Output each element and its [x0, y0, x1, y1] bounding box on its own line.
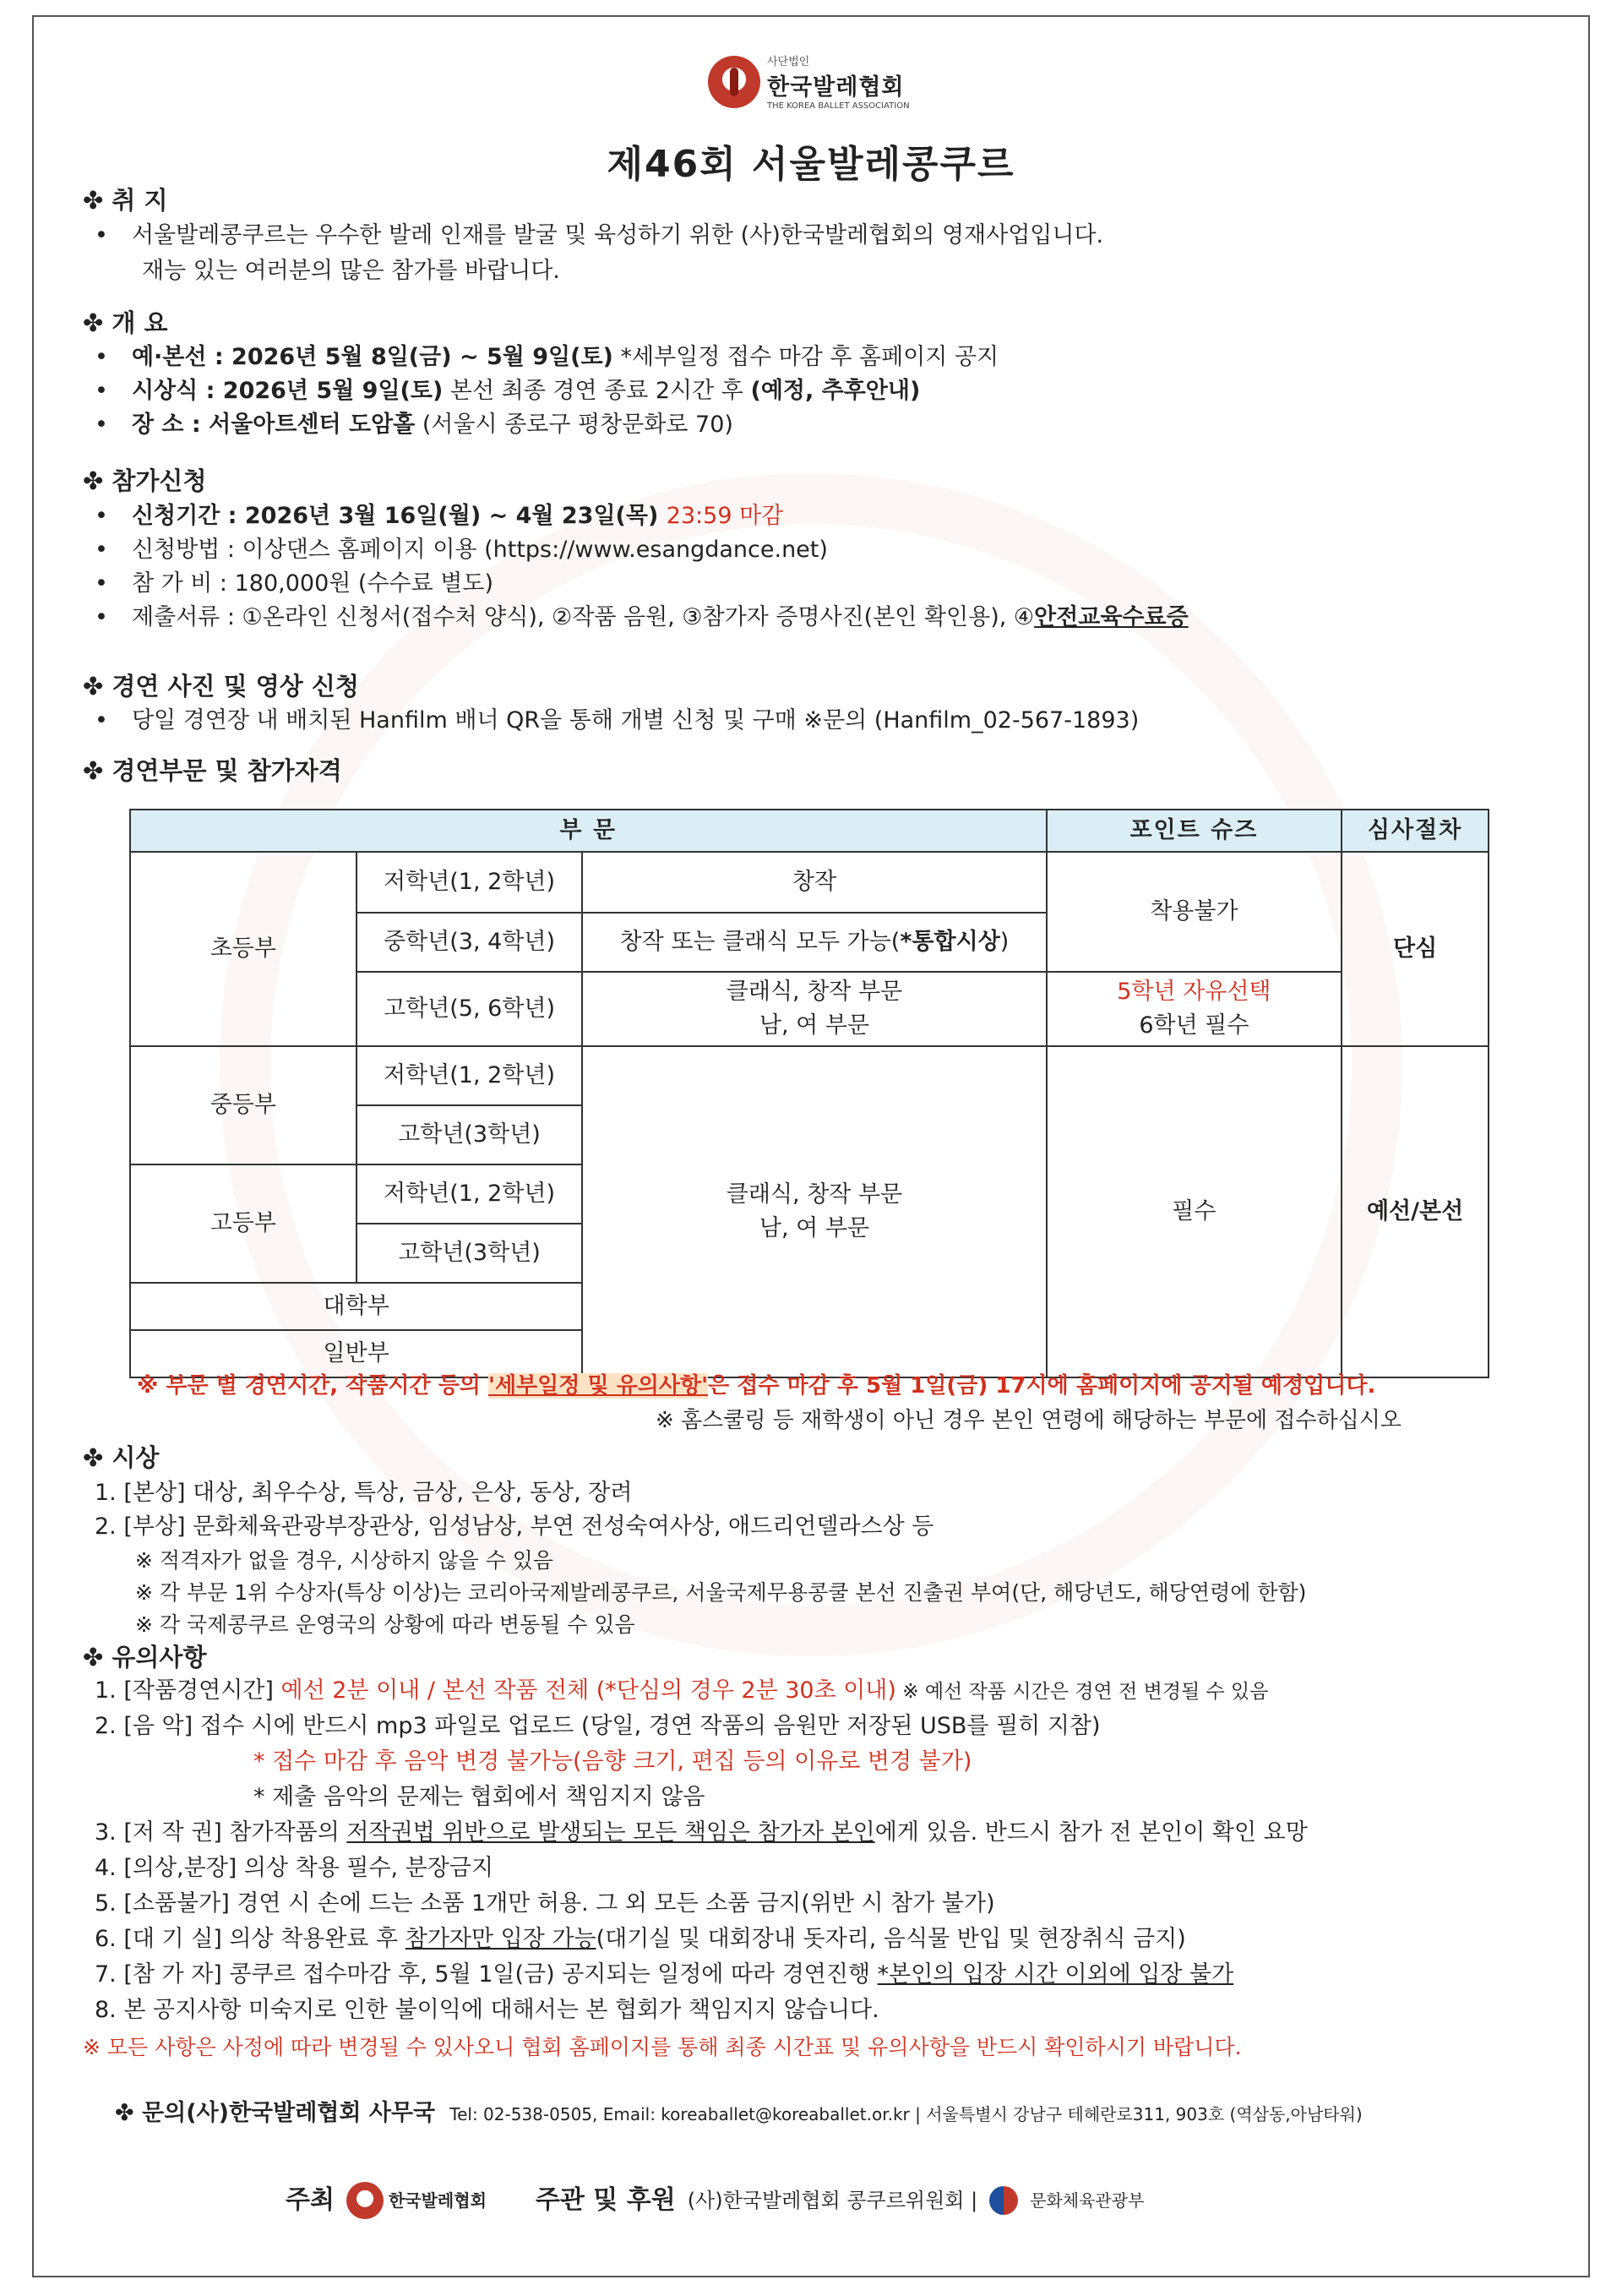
application-heading: ✤ 참가신청	[83, 466, 207, 495]
university-division: 대학부	[130, 1283, 582, 1330]
elementary-judging: 단심	[1342, 852, 1489, 1046]
org-logo	[708, 52, 910, 111]
notes-item-2: 2. [음 악] 접수 시에 반드시 mp3 파일로 업로드 (당일, 경연 작품의 음원만 저장된 USB를 필히 지참)	[95, 1713, 1101, 1739]
awards-note-2: ※ 각 부문 1위 수상자(특상 이상)는 코리아국제발레콩쿠르, 서울국제무용콩쿨 본선 진출권 부여(단, 해당년도, 해당연령에 한함)	[135, 1580, 1307, 1605]
notes-item-5: 5. [소품불가] 경연 시 손에 드는 소품 1개만 허용. 그 외 모든 소품 금지(위반 시 참가 불가)	[95, 1890, 995, 1917]
elementary-high-category: 클래식, 창작 부문 남, 여 부문	[582, 972, 1046, 1046]
notes-item-3: 3. [저 작 권] 참가작품의 저작권법 위반으로 발생되는 모든 책임은 참가자 본인에게 있음. 반드시 참가 전 본인이 확인 요망	[95, 1819, 1308, 1846]
application-fee: • 참 가 비 : 180,000원 (수수료 별도)	[95, 570, 493, 597]
notes-item-7: 7. [참 가 자] 콩쿠르 접수마감 후, 5월 1일(금) 공지되는 일정에 따라 경연진행 *본인의 입장 시간 이외에 입장 불가	[95, 1961, 1234, 1988]
divisions-table	[129, 809, 1489, 1378]
org-english-name: THE KOREA BALLET ASSOCIATION	[767, 101, 910, 111]
purpose-heading: ✤ 취 지	[83, 186, 168, 215]
secondary-shoes-required: 필수	[1047, 1046, 1342, 1377]
purpose-line-2: 재능 있는 여러분의 많은 참가를 바랍니다.	[142, 258, 560, 284]
divisions-note-schedule: ※ 부문 별 경연시간, 작품시간 등의 '세부일정 및 유의사항'은 접수 마감 후 5월 1일(금) 17시에 홈페이지에 공지될 예정입니다.	[137, 1373, 1376, 1399]
elementary-shoes-not-allowed: 착용불가	[1047, 852, 1342, 972]
photo-line: • 당일 경연장 내 배치된 Hanfilm 배너 QR을 통해 개별 신청 및 구매 ※문의 (Hanfilm_02-567-1893)	[95, 707, 1140, 734]
col-pointe-shoes: 포인트 슈즈	[1047, 810, 1342, 852]
contact-line: ✤ 문의(사)한국발레협회 사무국 Tel: 02-538-0505, Email: koreaballet@koreaballet.or.kr | 서울특별시 강남구 테헤란로311, 903호 (역삼동,아남타워)	[115, 2100, 1363, 2126]
ballet-association-emblem-icon	[708, 56, 760, 108]
notes-item-4: 4. [의상,분장] 의상 착용 필수, 분장금지	[95, 1855, 494, 1881]
host-label: 주최	[286, 2185, 335, 2215]
col-judging: 심사절차	[1342, 810, 1489, 852]
notes-item-2-red: * 접수 마감 후 음악 변경 불가능(음향 크기, 편집 등의 이유로 변경 불가)	[253, 1748, 972, 1775]
notes-final-warning: ※ 모든 사항은 사정에 따라 변경될 수 있사오니 협회 홈페이지를 통해 최종 시간표 및 유의사항을 반드시 확인하시기 바랍니다.	[83, 2035, 1242, 2059]
overview-item-venue: • 장 소 : 서울아트센터 도암홀 (서울시 종로구 평창문화로 70)	[95, 412, 733, 438]
awards-sub: 2. [부상] 문화체육관광부장관상, 임성남상, 부연 전성숙여사상, 애드리언델라스상 등	[95, 1513, 934, 1540]
ballet-association-emblem-icon	[346, 2182, 384, 2219]
org-name: 한국발레협회	[767, 74, 905, 101]
elementary-mid-category: 창작 또는 클래식 모두 가능(*통합시상)	[582, 913, 1046, 972]
notes-item-6: 6. [대 기 실] 의상 착용완료 후 참가자만 입장 가능(대기실 및 대회장내 돗자리, 음식물 반입 및 현장취식 금지)	[95, 1926, 1186, 1952]
purpose-line-1: • 서울발레콩쿠르는 우수한 발레 인재를 발굴 및 육성하기 위한 (사)한국발레협회의 영재사업입니다.	[95, 222, 1104, 248]
ministry-emblem-icon	[989, 2186, 1018, 2215]
elementary-low-grade: 저학년(1, 2학년)	[357, 852, 583, 913]
organizer-label: 주관 및 후원	[535, 2185, 676, 2215]
secondary-category: 클래식, 창작 부문 남, 여 부문	[582, 1046, 1046, 1377]
elementary-low-category: 창작	[582, 852, 1046, 913]
awards-note-3: ※ 각 국제콩쿠르 운영국의 상황에 따라 변동될 수 있음	[135, 1612, 635, 1637]
divisions-note-homeschool: ※ 홈스쿨링 등 재학생이 아닌 경우 본인 연령에 해당하는 부문에 접수하십시오	[656, 1408, 1402, 1433]
notes-item-1: 1. [작품경연시간] 예선 2분 이내 / 본선 작품 전체 (*단심의 경우 2분 30초 이내) ※ 예선 작품 시간은 경연 전 변경될 수 있음	[95, 1677, 1269, 1704]
notes-item-8: 8. 본 공지사항 미숙지로 인한 불이익에 대해서는 본 협회가 책임지지 않습니다.	[95, 1997, 879, 2023]
awards-note-1: ※ 적격자가 없을 경우, 시상하지 않을 수 있음	[135, 1548, 554, 1573]
high-low-grade: 저학년(1, 2학년)	[357, 1164, 583, 1224]
organizer-name: (사)한국발레협회 콩쿠르위원회 |	[687, 2189, 978, 2212]
host-logo: 한국발레협회	[346, 2182, 487, 2219]
middle-low-grade: 저학년(1, 2학년)	[357, 1046, 583, 1105]
application-documents: • 제출서류 : ①온라인 신청서(접수처 양식), ②작품 음원, ③참가자 증명사진(본인 확인용), ④안전교육수료증	[95, 604, 1189, 630]
elementary-high-shoes: 5학년 자유선택 6학년 필수	[1047, 972, 1342, 1046]
footer	[286, 2182, 1144, 2219]
elementary-high-grade: 고학년(5, 6학년)	[357, 972, 583, 1046]
col-division: 부 문	[130, 810, 1047, 852]
overview-item-schedule: • 예·본선 : 2026년 5월 8일(금) ~ 5월 9일(토) *세부일정 접수 마감 후 홈페이지 공지	[95, 344, 999, 370]
ministry-name: 문화체육관광부	[1030, 2190, 1145, 2211]
middle-school-division: 중등부	[130, 1046, 357, 1164]
application-period: • 신청기간 : 2026년 3월 16일(월) ~ 4월 23일(목) 23:59 마감	[95, 503, 784, 529]
high-high-grade: 고학년(3학년)	[357, 1224, 583, 1283]
page-title: 제46회 서울발레콩쿠르	[607, 143, 1015, 186]
application-method: • 신청방법 : 이상댄스 홈페이지 이용 (https://www.esangdance.net)	[95, 537, 828, 563]
high-school-division: 고등부	[130, 1164, 357, 1283]
general-division: 일반부	[130, 1330, 582, 1377]
notes-item-2-note: * 제출 음악의 문제는 협회에서 책임지지 않음	[253, 1784, 705, 1810]
org-type: 사단법인	[767, 56, 810, 68]
elementary-mid-grade: 중학년(3, 4학년)	[357, 913, 583, 972]
divisions-heading: ✤ 경연부문 및 참가자격	[83, 756, 342, 785]
elementary-division: 초등부	[130, 852, 357, 1046]
awards-heading: ✤ 시상	[83, 1443, 160, 1472]
photo-heading: ✤ 경연 사진 및 영상 신청	[83, 672, 359, 701]
secondary-judging: 예선/본선	[1342, 1046, 1489, 1377]
notes-heading: ✤ 유의사항	[83, 1643, 207, 1672]
middle-high-grade: 고학년(3학년)	[357, 1105, 583, 1164]
overview-heading: ✤ 개 요	[83, 308, 168, 337]
awards-main: 1. [본상] 대상, 최우수상, 특상, 금상, 은상, 동상, 장려	[95, 1480, 633, 1506]
overview-item-ceremony: • 시상식 : 2026년 5월 9일(토) 본선 최종 경연 종료 2시간 후 (예정, 추후안내)	[95, 378, 921, 404]
